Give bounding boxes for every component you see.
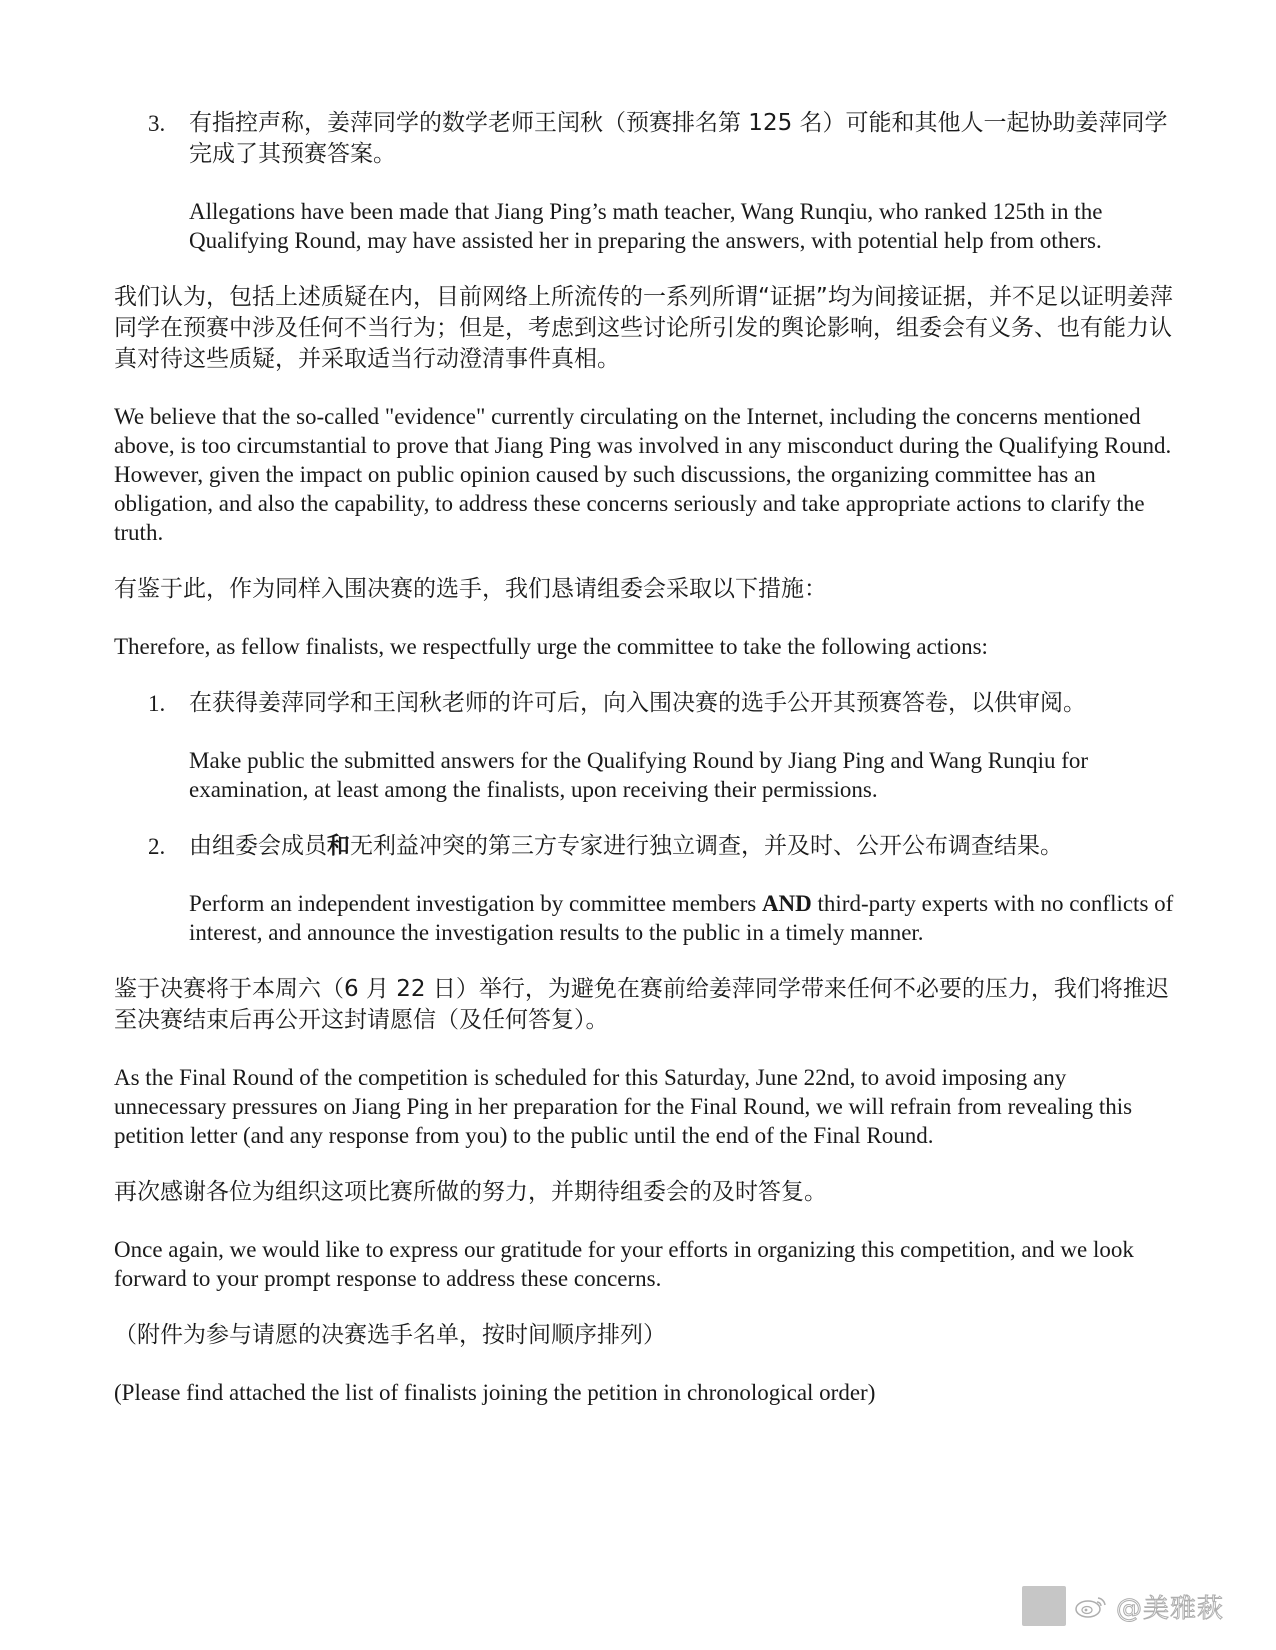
- paragraph-timing-zh: 鉴于决赛将于本周六（6 月 22 日）举行，为避免在赛前给姜萍同学带来任何不必要的压力，我们将推迟至决赛结束后再公开这封请愿信（及任何答复）。: [114, 976, 1169, 1033]
- paragraph-belief-en: We believe that the so-called "evidence" currently circulating on the Internet, including the concerns mentioned above, is too circumstantial to prove that Jiang Ping was involved in any misconduct during the Qualifying Round. However, given the impact on public opinion caused by such discussions, the organizing committee has an obligation, and also the capability, to address these concerns seriously and take appropriate actions to clarify the truth.: [114, 404, 1172, 545]
- action-2-zh-bold: 和: [327, 833, 350, 859]
- watermark: [1022, 1586, 1224, 1626]
- action-2-zh-part1: 由组委会成员: [189, 833, 327, 859]
- action-2-zh-part2: 无利益冲突的第三方专家进行独立调查，并及时、公开公布调查结果。: [350, 833, 1063, 859]
- action-item-2: [114, 831, 1174, 947]
- action-2-en: [189, 889, 1174, 947]
- list-number: 2.: [148, 834, 166, 859]
- paragraph-belief-zh: 我们认为，包括上述质疑在内，目前网络上所流传的一系列所谓“证据”均为间接证据，并不足以证明姜萍同学在预赛中涉及任何不当行为；但是，考虑到这些讨论所引发的舆论影响，组委会有义务、也有能力认真对待这些质疑，并采取适当行动澄清事件真相。: [114, 284, 1173, 372]
- allegation-3-zh: 有指控声称，姜萍同学的数学老师王闰秋（预赛排名第 125 名）可能和其他人一起协助姜萍同学完成了其预赛答案。: [189, 110, 1168, 167]
- weibo-logo-icon: [1074, 1594, 1108, 1618]
- action-2-en-part1: Perform an independent investigation by committee members: [189, 891, 762, 916]
- action-2-en-part2: third-party experts with no conflicts of interest, and announce the investigation results to the public in a timely manner.: [189, 891, 1174, 945]
- list-number: 3.: [148, 111, 166, 136]
- paragraph-request-zh: 有鉴于此，作为同样入围决赛的选手，我们恳请组委会采取以下措施：: [114, 576, 827, 602]
- paragraph-attachment-en: (Please find attached the list of finalists joining the petition in chronological order): [114, 1380, 876, 1405]
- allegation-item-3: [114, 108, 1174, 255]
- paragraph-attachment-zh: （附件为参与请愿的决赛选手名单，按时间顺序排列）: [114, 1322, 666, 1348]
- action-2-zh: [189, 831, 1174, 862]
- paragraph-request-en: Therefore, as fellow finalists, we respectfully urge the committee to take the following actions:: [114, 634, 988, 659]
- allegation-3-en: Allegations have been made that Jiang Ping’s math teacher, Wang Runqiu, who ranked 125th in the Qualifying Round, may have assisted her in preparing the answers, with potential help from others.: [189, 199, 1103, 253]
- action-item-1: [114, 688, 1174, 804]
- paragraph-thanks-zh: 再次感谢各位为组织这项比赛所做的努力，并期待组委会的及时答复。: [114, 1179, 827, 1205]
- paragraph-timing-en: As the Final Round of the competition is scheduled for this Saturday, June 22nd, to avoid imposing any unnecessary pressures on Jiang Ping in her preparation for the Final Round, we will refrain from revealing this petition letter (and any response from you) to the public until the end of the Final Round.: [114, 1065, 1133, 1148]
- document-page: [114, 108, 1174, 1407]
- watermark-box: [1022, 1586, 1066, 1626]
- list-number: 1.: [148, 691, 166, 716]
- action-2-en-bold: AND: [761, 891, 812, 916]
- paragraph-thanks-en: Once again, we would like to express our gratitude for your efforts in organizing this competition, and we look forward to your prompt response to address these concerns.: [114, 1237, 1134, 1291]
- action-1-en: Make public the submitted answers for the Qualifying Round by Jiang Ping and Wang Runqiu for examination, at least among the finalists, upon receiving their permissions.: [189, 748, 1089, 802]
- watermark-text: @美雅萩: [1116, 1593, 1225, 1624]
- action-1-zh: 在获得姜萍同学和王闰秋老师的许可后，向入围决赛的选手公开其预赛答卷，以供审阅。: [189, 690, 1086, 716]
